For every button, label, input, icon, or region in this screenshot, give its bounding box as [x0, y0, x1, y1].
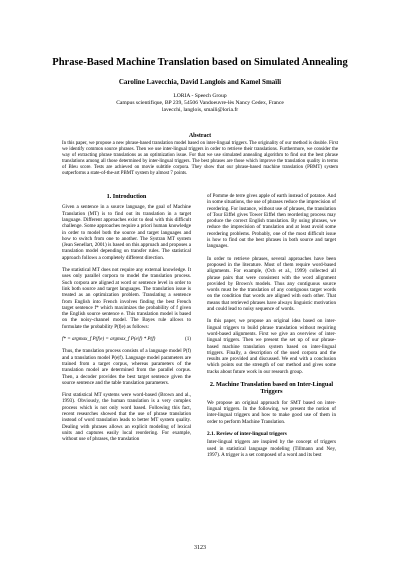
affiliation-address: Campus scientifique, BP 239, 54506 Vandoeuvre-lès Nancy Cedex, France [116, 99, 284, 106]
equation-1-body: f* = argmax_f P(f|e) = argmax_f P(e|f) * P(f) [62, 336, 156, 343]
left-column [62, 193, 191, 449]
section-2-paragraph-1: We propose an original approach for SMT based on inter-lingual triggers. In the following, we present the notion of inter-lingual triggers and how to make good use of them in order to perform Machine Translation. [207, 399, 336, 425]
intro-paragraph-3: Thus, the translation process consists of a language model P(f) and a translation model P(e|f). Language model parameters are trained from a target corpus, whereas parameters of the translation model are determined from the parallel corpus. Then, a decoder provides the best target sentence given the source sentence and the table translation parameters. [62, 348, 191, 386]
abstract-heading: Abstract [188, 133, 212, 139]
intro-paragraph-2: The statistical MT does not require any external knowledge. It uses only parallel corpora to model the translation process. Such corpora are aligned at word or sentence level in order to link both source and target languages. The translation issue is treated as an optimization problem. Translating a sentence from English into French involves finding the best French target sentence f* which maximizes the probability of f given the English source sentence e. This translation model is based on the noisy-channel model. The Bayes rule allows to formulate the probability P(f|e) as follows: [62, 267, 191, 330]
equation-1 [62, 336, 191, 342]
intro-paragraph-6: In order to retrieve phrases, several approaches have been proposed in the literature. Most of them require word-based alignments. For example, (Och et al., 1999) collected all phrase pairs that were consistent with the word alignment provided by Brown's models. Thus any contiguous source words must be the translation of any contiguous target words on the condition that words are aligned with each other. That means that retrieved phrases have always linguistic motivation and could lead to noisy sequence of words. [207, 255, 336, 313]
affiliation-lab: LORIA - Speech Group [173, 93, 227, 99]
affiliation-email: lavecchi, langlois, smaili@loria.fr [161, 106, 239, 113]
section-2-heading: 2. Machine Translation based on Inter-Lingual Triggers [209, 381, 334, 396]
subsection-2-1-heading: 2.1. Review of inter-lingual triggers [207, 431, 287, 438]
affiliation-block [0, 93, 400, 113]
equation-1-number: (1) [185, 336, 191, 343]
paper-authors: Caroline Lavecchia, David Langlois and Kamel Smaïli [118, 78, 282, 86]
paper-title: Phrase-Based Machine Translation based on Simulated Annealing [52, 57, 348, 68]
section-2-paragraph-2: Inter-lingual triggers are inspired by the concept of triggers used in statistical language modeling (Tillmann and Ney, 1997). A trigger is a set composed of a word and its best [207, 439, 336, 459]
intro-paragraph-1: Given a sentence in a source language, the goal of Machine Translation (MT) is to find out its translation in a target language. Different approaches exist to deal with this difficult challenge. Some approaches require a priori human knowledge in order to model both the source and target languages and how to switch from one to another. The Systran MT system (Jean Senellart, 2001) is based on this approach and proposes a translation model depending on transfer rules. The statistical approach follows a completely different direction. [62, 204, 191, 261]
abstract-text: In this paper, we propose a new phrase-based translation model based on inter-lingual triggers. The originality of our method is double. First we identify common source phrases. Then we use inter-lingual triggers in order to retrieve their translations. Furthermore, we consider the way of extracting phrase translations as an optimization issue. For that we use simulated annealing algorithm to find out the best phrase translations among all those determined by inter-lingual triggers. The best phrases are those which improve the translation quality in terms of Bleu score. Tests are achieved on movie subtitle corpora. They show that our phrase-based machine translation (PBMT) system outperforms a state-of-the-art PBMT system by almost 7 points. [62, 141, 338, 176]
right-column [207, 193, 336, 464]
intro-paragraph-7: In this paper, we propose an original idea based on inter-lingual triggers to build phrase translation without requiring word-based alignments. First we give an overview of inter-lingual triggers. Then we present the set up of our phrase-based machine translation system based on inter-lingual triggers. Finally, a description of the used corpora and the results are provided and discussed. We end with a conclusion which points out the strength of our method and gives some tracks about future work in our research group. [207, 318, 336, 375]
intro-paragraph-5: of Pomme de terre gives apple of earth instead of potatoe. And in some situations, the use of phrases reduce the imprecision of reordering. For instance, without use of phrases, the translation of Tour Eiffel gives Tower Eiffel then reordering process may produce the correct English translation. By using phrases, we reduce the imprecision of translation and at least avoid some reordering problems. Probably, one of the most difficult issue is how to find out the best phrases in both source and target languages. [207, 193, 336, 250]
intro-paragraph-4: First statistical MT systems were word-based (Brown and al., 1993). Obviously, the human translation is a very complex process which is not only word based. Following this fact, recent researches showed that the use of phrase translation instead of word translation leads to better MT system quality. Dealing with phrases allows an explicit modeling of lexical units and captures easily local reordering. For example, without use of phrases, the translation [62, 392, 191, 443]
section-1-heading: 1. Introduction [106, 193, 147, 200]
page-number: 3123 [194, 545, 206, 551]
